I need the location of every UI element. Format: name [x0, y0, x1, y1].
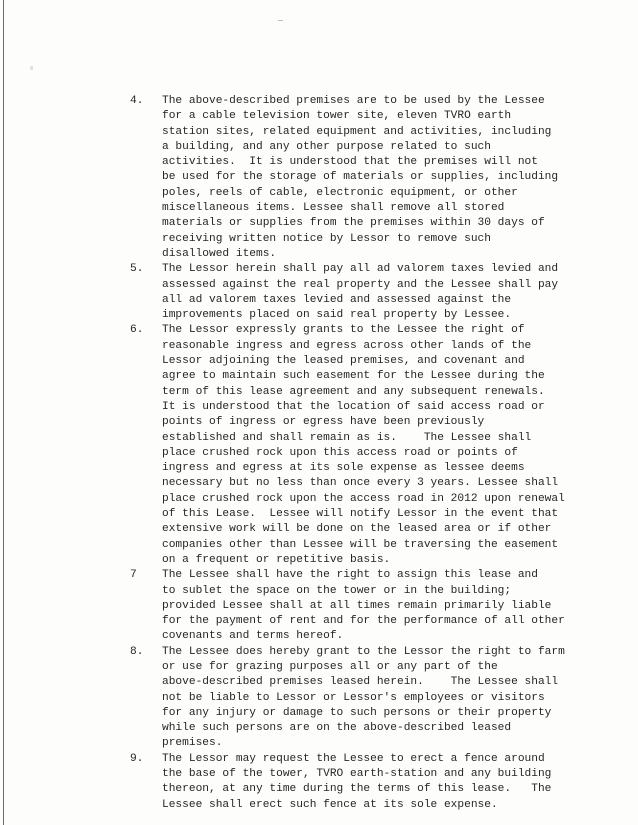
clause-text-line: Lessee shall erect such fence at its sole expense. [162, 798, 498, 811]
clause-number: 9. [130, 752, 144, 765]
clause-text-line: place crushed rock upon this access road or points of [162, 446, 518, 459]
clause-text-line: reasonable ingress and egress across other lands of the [162, 339, 532, 352]
clause-9 [130, 752, 550, 813]
clause-text-line: above-described premises leased herein. The Lessee shall [162, 676, 559, 689]
clause-8 [130, 645, 565, 752]
clause-4 [130, 94, 559, 262]
clause-text-line: The Lessor herein shall pay all ad valorem taxes levied and [162, 263, 559, 276]
lease-clauses [130, 94, 565, 813]
clause-text-line: The Lessor may request the Lessee to erect a fence around [162, 752, 545, 765]
clause-text-line: thereon, at any time during the terms of this lease. The [162, 783, 552, 796]
clause-text-line: extensive work will be done on the leased area or if other [162, 523, 552, 536]
clause-text [162, 568, 565, 644]
clause-text [162, 645, 565, 752]
clause-text-line: ingress and egress at its sole expense as lessee deems [162, 462, 525, 475]
clause-text-line: for a cable television tower site, eleven TVRO earth [162, 110, 512, 123]
clause-text-line: provided Lessee shall at all times remain primarily liable [162, 599, 552, 612]
clause-text-line: miscellaneous items. Lessee shall remove all stored [162, 202, 505, 215]
clause-text-line: for any injury or damage to such persons or their property [162, 706, 552, 719]
clause-text-line: activities. It is understood that the premises will not [162, 156, 538, 169]
clause-text-line: The above-described premises are to be used by the Lessee [162, 95, 545, 107]
clause-text-line: materials or supplies from the premises within 30 days of [162, 217, 545, 230]
clause-number: 5. [130, 263, 144, 276]
clause-number: 4. [130, 95, 144, 107]
clause-text-line: not be liable to Lessor or Lessor's employees or visitors [162, 691, 545, 704]
clause-text-line: disallowed items. [162, 247, 277, 260]
clause-text-line: on a frequent or repetitive basis. [162, 553, 391, 566]
clause-text-line: a building, and any other purpose related to such [162, 140, 491, 153]
clause-text-line: station sites, related equipment and activities, including [162, 125, 552, 138]
clause-text-line: covenants and terms hereof. [162, 630, 344, 643]
clause-text [162, 323, 565, 568]
scan-edge-line [3, 0, 4, 825]
clause-text-line: companies other than Lessee will be traversing the easement [162, 538, 559, 551]
clause-number: 8. [130, 645, 144, 658]
clause-text-line: established and shall remain as is. The Lessee shall [162, 431, 532, 444]
clause-text-line: the base of the tower, TVRO earth-station and any building [162, 768, 552, 781]
scan-speck [278, 20, 283, 21]
clause-text-line: agree to maintain such easement for the Lessee during the [162, 370, 545, 383]
clause-text [162, 94, 558, 262]
clause-text-line: term of this lease agreement and any subsequent renewals. [162, 385, 545, 398]
clause-text-line: It is understood that the location of said access road or [162, 400, 545, 413]
clause-text-line: to sublet the space on the tower or in the building; [162, 584, 512, 597]
clause-text-line: necessary but no less than once every 3 years. Lessee shall [162, 477, 559, 490]
clause-text-line: be used for the storage of materials or supplies, including [162, 171, 559, 184]
clause-text-line: all ad valorem taxes levied and assessed against the [162, 293, 512, 306]
clause-text-line: improvements placed on said real property by Lessee. [162, 309, 512, 322]
clause-text-line: premises. [162, 737, 223, 750]
clause-7 [130, 568, 565, 644]
clause-text-line: points of ingress or egress have been previously [162, 416, 485, 429]
clause-text-line: The Lessee shall have the right to assign this lease and [162, 569, 538, 582]
clause-text-line: or use for grazing purposes all or any part of the [162, 660, 498, 673]
clause-text-line: of this Lease. Lessee will notify Lessor in the event that [162, 508, 559, 521]
clause-number: 6. [130, 324, 144, 337]
clause-text-line: receiving written notice by Lessor to remove such [162, 232, 491, 245]
clause-text-line: Lessor adjoining the leased premises, and covenant and [162, 355, 525, 368]
clause-text-line: The Lessor expressly grants to the Lessee the right of [162, 324, 525, 337]
clause-text [162, 262, 558, 323]
clause-6 [130, 323, 565, 568]
clause-text-line: assessed against the real property and the Lessee shall pay [162, 278, 559, 291]
clause-number: 7 [130, 569, 137, 582]
clause-text-line: place crushed rock upon the access road in 2012 upon renewal [162, 492, 565, 505]
clause-text-line: The Lessee does hereby grant to the Lessor the right to farm [162, 645, 565, 658]
scan-speck [30, 66, 33, 70]
clause-text [162, 752, 551, 813]
clause-text-line: while such persons are on the above-described leased [162, 722, 512, 735]
clause-5 [130, 262, 559, 323]
clause-text-line: poles, reels of cable, electronic equipment, or other [162, 186, 518, 199]
clause-text-line: for the payment of rent and for the performance of all other [162, 615, 565, 628]
